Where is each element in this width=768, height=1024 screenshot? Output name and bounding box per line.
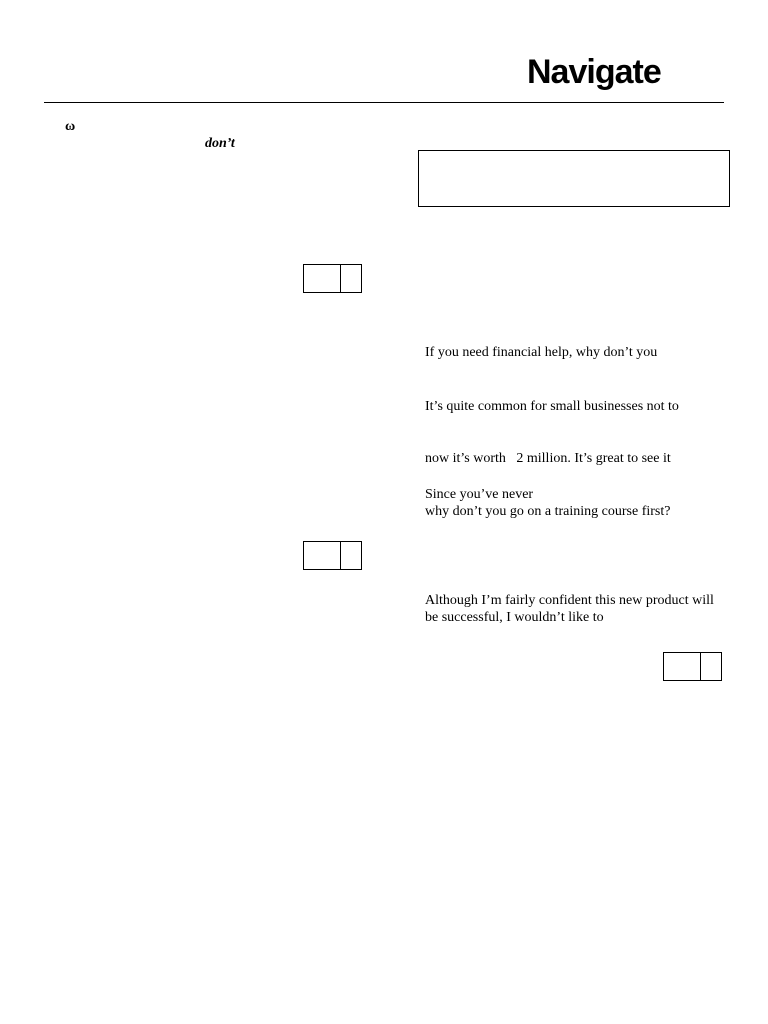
sentence-line: why don’t you go on a training course first? [425, 504, 671, 519]
sentence-line: Although I’m fairly confident this new product will [425, 593, 714, 608]
header-divider [44, 102, 724, 103]
sentence-line: now it’s worth 2 million. It’s great to see it [425, 451, 671, 466]
score-cell[interactable] [664, 653, 701, 680]
total-cell [341, 265, 361, 292]
sentence-line: If you need financial help, why don’t you [425, 345, 658, 360]
empty-text-box [418, 150, 730, 207]
sentence-line: It’s quite common for small businesses not to [425, 399, 679, 414]
brand-logo: Navigate [527, 53, 661, 91]
score-box[interactable] [303, 541, 362, 570]
score-box[interactable] [303, 264, 362, 293]
sentence-line: be successful, I wouldn’t like to [425, 610, 604, 625]
omega-symbol: ω [65, 119, 76, 134]
sentence-line: Since you’ve never [425, 487, 534, 502]
emphasized-word: don’t [205, 136, 235, 151]
score-cell[interactable] [304, 542, 341, 569]
score-box[interactable] [663, 652, 722, 681]
score-cell[interactable] [304, 265, 341, 292]
total-cell [701, 653, 721, 680]
total-cell [341, 542, 361, 569]
